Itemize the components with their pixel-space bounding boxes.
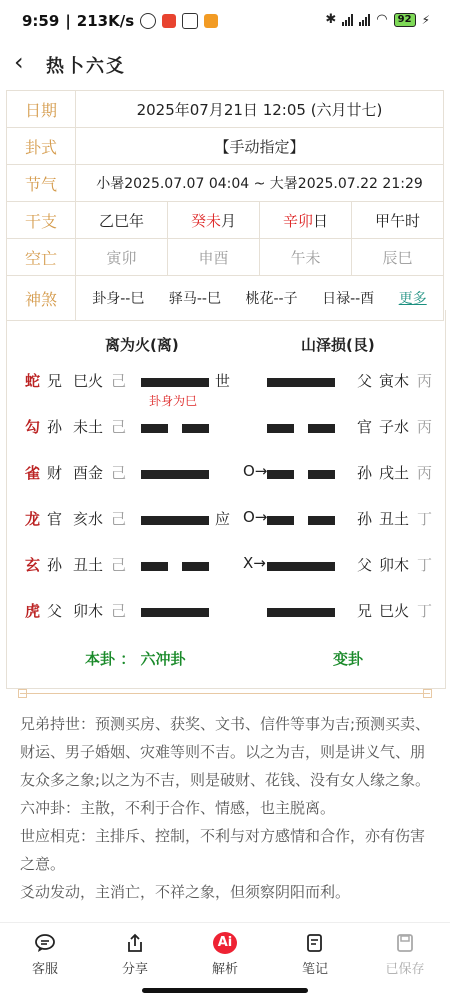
kongwang-month: 申酉 bbox=[167, 239, 259, 275]
changed-line-yin bbox=[267, 424, 294, 433]
changed-line-yang bbox=[267, 562, 335, 571]
changed-dizhi: 丑土 bbox=[379, 510, 410, 528]
ganzhi-cells bbox=[76, 202, 443, 238]
liuqin: 孙 bbox=[47, 556, 63, 574]
changed-liuqin: 孙 bbox=[357, 510, 373, 528]
main-line-yang bbox=[141, 516, 209, 525]
kongwang-row bbox=[7, 239, 444, 276]
shensha-item: 日禄--酉 bbox=[322, 291, 375, 307]
wifi-icon: ◠ bbox=[376, 12, 388, 27]
ganzhi-label: 干支 bbox=[7, 202, 76, 239]
signal-icon-2 bbox=[359, 14, 370, 26]
yao-row bbox=[7, 508, 445, 538]
changed-dizhi: 子水 bbox=[379, 418, 410, 436]
changed-line-yin bbox=[308, 424, 335, 433]
changed-gua-footer: 变卦 bbox=[333, 650, 364, 668]
desc-paragraph: 爻动发动，主消亡，不祥之象，但须察阴阳而利。 bbox=[20, 883, 351, 901]
liuqin: 父 bbox=[47, 602, 63, 620]
yao-row bbox=[7, 416, 445, 446]
main-line-yang bbox=[141, 470, 209, 479]
main-gua-footer: 本卦 ： 六冲卦 bbox=[85, 650, 186, 668]
six-god: 蛇 bbox=[25, 372, 41, 390]
note-icon bbox=[303, 932, 327, 954]
shensha-label: 神煞 bbox=[7, 276, 76, 321]
save-icon bbox=[393, 932, 417, 954]
desc-paragraph: 世应相克：主排斥、控制，不利与对方感情和合作，亦有伤害之意。 bbox=[20, 827, 426, 873]
changed-liuqin: 官 bbox=[357, 418, 373, 436]
yao-row bbox=[7, 554, 445, 584]
six-god: 雀 bbox=[25, 464, 41, 482]
changed-line-yin bbox=[267, 470, 294, 479]
kongwang-hour: 辰巳 bbox=[351, 239, 443, 275]
shi-ying-mark: 世 bbox=[215, 372, 231, 390]
main-line-yin bbox=[182, 424, 209, 433]
six-god: 玄 bbox=[25, 556, 41, 574]
share-icon bbox=[123, 932, 147, 954]
changed-tiangan: 丁 bbox=[417, 556, 433, 574]
changed-dizhi: 寅木 bbox=[379, 372, 410, 390]
tab-kefu[interactable] bbox=[0, 923, 90, 985]
changed-tiangan: 丙 bbox=[417, 372, 433, 390]
liuqin: 官 bbox=[47, 510, 63, 528]
guashi-value: 【手动指定】 bbox=[76, 128, 444, 165]
battery-icon: 92 bbox=[394, 13, 416, 27]
ganzhi-year: 乙巳 年 bbox=[98, 211, 145, 230]
app-notification-icon bbox=[162, 14, 176, 28]
liuqin: 孙 bbox=[47, 418, 63, 436]
date-row bbox=[7, 91, 444, 128]
status-right bbox=[325, 12, 430, 27]
changed-line-yang bbox=[267, 608, 335, 617]
six-god: 虎 bbox=[25, 602, 41, 620]
dizhi: 未土 bbox=[73, 418, 104, 436]
changed-tiangan: 丁 bbox=[417, 510, 433, 528]
kongwang-year: 寅卯 bbox=[106, 248, 137, 267]
tab-analysis[interactable] bbox=[180, 923, 270, 985]
changed-liuqin: 兄 bbox=[357, 602, 373, 620]
date-value: 2025年07月21日 12:05 (六月廿七) bbox=[76, 91, 444, 128]
dizhi: 丑土 bbox=[73, 556, 104, 574]
bluetooth-icon: ✱ bbox=[325, 12, 337, 27]
charging-icon: ⚡ bbox=[421, 12, 430, 27]
ganzhi-day: 辛卯 日 bbox=[259, 202, 351, 238]
shi-ying-mark: 应 bbox=[215, 510, 231, 528]
tiangan: 己 bbox=[111, 464, 127, 482]
tab-saved[interactable] bbox=[360, 923, 450, 985]
tiangan: 己 bbox=[111, 602, 127, 620]
date-label: 日期 bbox=[7, 91, 76, 128]
status-time: 9:59 bbox=[22, 12, 60, 30]
changed-dizhi: 卯木 bbox=[379, 556, 410, 574]
back-button[interactable]: ‹ bbox=[14, 48, 24, 76]
six-god: 龙 bbox=[25, 510, 41, 528]
dizhi: 卯木 bbox=[73, 602, 104, 620]
changed-line-yin bbox=[267, 516, 294, 525]
tiangan: 己 bbox=[111, 556, 127, 574]
changed-liuqin: 父 bbox=[357, 372, 373, 390]
yao-row bbox=[7, 370, 445, 408]
changed-dizhi: 戌土 bbox=[379, 464, 410, 482]
change-mark: X→ bbox=[243, 554, 266, 572]
ganzhi-month: 癸未 月 bbox=[167, 202, 259, 238]
changed-liuqin: 孙 bbox=[357, 464, 373, 482]
change-mark: O→ bbox=[243, 508, 268, 526]
tab-label: 笔记 bbox=[301, 961, 328, 977]
main-line-yin bbox=[141, 424, 168, 433]
main-line-yang bbox=[141, 608, 209, 617]
kongwang-label: 空亡 bbox=[7, 239, 76, 276]
dizhi: 巳火 bbox=[73, 372, 104, 390]
info-table bbox=[6, 90, 444, 321]
page-title: 热卜六爻 bbox=[46, 56, 126, 77]
shensha-item: 卦身--巳 bbox=[92, 291, 145, 307]
liuqin: 兄 bbox=[47, 372, 63, 390]
chat-icon bbox=[33, 932, 57, 954]
tab-label: 已保存 bbox=[385, 961, 425, 977]
ai-icon: Ai bbox=[213, 932, 237, 954]
changed-tiangan: 丙 bbox=[417, 464, 433, 482]
home-indicator bbox=[142, 988, 308, 993]
ganzhi-row bbox=[7, 202, 444, 239]
tab-share[interactable] bbox=[90, 923, 180, 985]
main-line-yang bbox=[141, 378, 209, 387]
change-mark: O→ bbox=[243, 462, 268, 480]
changed-line-yin bbox=[308, 516, 335, 525]
dizhi: 酉金 bbox=[73, 464, 104, 482]
nav-bar bbox=[0, 44, 450, 84]
status-left: 9:59 | 213K/s bbox=[22, 12, 218, 30]
yao-row bbox=[7, 600, 445, 630]
jieqi-value: 小暑2025.07.07 04:04 ~ 大暑2025.07.22 21:29 bbox=[76, 165, 444, 202]
mute-icon bbox=[140, 13, 156, 29]
description bbox=[20, 710, 434, 906]
signal-icon bbox=[342, 14, 353, 26]
more-link[interactable]: 更多 bbox=[398, 291, 427, 307]
guashen-note: 卦身为巳 bbox=[149, 394, 198, 408]
changed-line-yin bbox=[308, 470, 335, 479]
main-gua-title: 离为火(离) bbox=[105, 336, 179, 354]
app-badge-icon bbox=[204, 14, 218, 28]
tab-label: 解析 bbox=[211, 961, 238, 977]
kongwang-cells bbox=[76, 239, 443, 275]
changed-gua-title: 山泽损(艮) bbox=[301, 336, 375, 354]
guashi-label: 卦式 bbox=[7, 128, 76, 165]
changed-dizhi: 巳火 bbox=[379, 602, 410, 620]
shensha-item: 桃花--子 bbox=[245, 291, 298, 307]
tab-label: 客服 bbox=[31, 961, 58, 977]
status-speed: 213K/s bbox=[76, 12, 135, 30]
liuqin: 财 bbox=[47, 464, 63, 482]
changed-tiangan: 丁 bbox=[417, 602, 433, 620]
kongwang-day: 午未 bbox=[259, 239, 351, 275]
changed-line-yang bbox=[267, 378, 335, 387]
jieqi-label: 节气 bbox=[7, 165, 76, 202]
tab-label: 分享 bbox=[121, 961, 148, 977]
changed-liuqin: 父 bbox=[357, 556, 373, 574]
six-god: 勾 bbox=[25, 418, 41, 436]
yao-row bbox=[7, 462, 445, 492]
gua-panel bbox=[6, 310, 446, 689]
main-line-yin bbox=[141, 562, 168, 571]
tiangan: 己 bbox=[111, 418, 127, 436]
desc-paragraph: 兄弟持世：预测买房、获奖、文书、信件等事为吉;预测买卖、财运、男子婚姻、灾难等则不吉。以之为吉，则是讲义气、朋友众多之象;以之为不吉，则是破财、花钱、没有女人缘之象。 bbox=[20, 715, 431, 789]
section-divider bbox=[20, 693, 430, 694]
desc-paragraph: 六冲卦：主散，不利于合作、情感，也主脱离。 bbox=[20, 799, 336, 817]
dizhi: 亥水 bbox=[73, 510, 104, 528]
main-line-yin bbox=[182, 562, 209, 571]
tiangan: 己 bbox=[111, 510, 127, 528]
shensha-item: 驿马--巳 bbox=[168, 291, 221, 307]
bottom-tab-bar bbox=[0, 922, 450, 985]
status-bar bbox=[0, 0, 450, 44]
jieqi-row bbox=[7, 165, 444, 202]
guashi-row bbox=[7, 128, 444, 165]
tab-notes[interactable] bbox=[270, 923, 360, 985]
cat-icon bbox=[182, 13, 198, 29]
ganzhi-hour: 甲午 时 bbox=[351, 202, 443, 238]
tiangan: 己 bbox=[111, 372, 127, 390]
changed-tiangan: 丙 bbox=[417, 418, 433, 436]
